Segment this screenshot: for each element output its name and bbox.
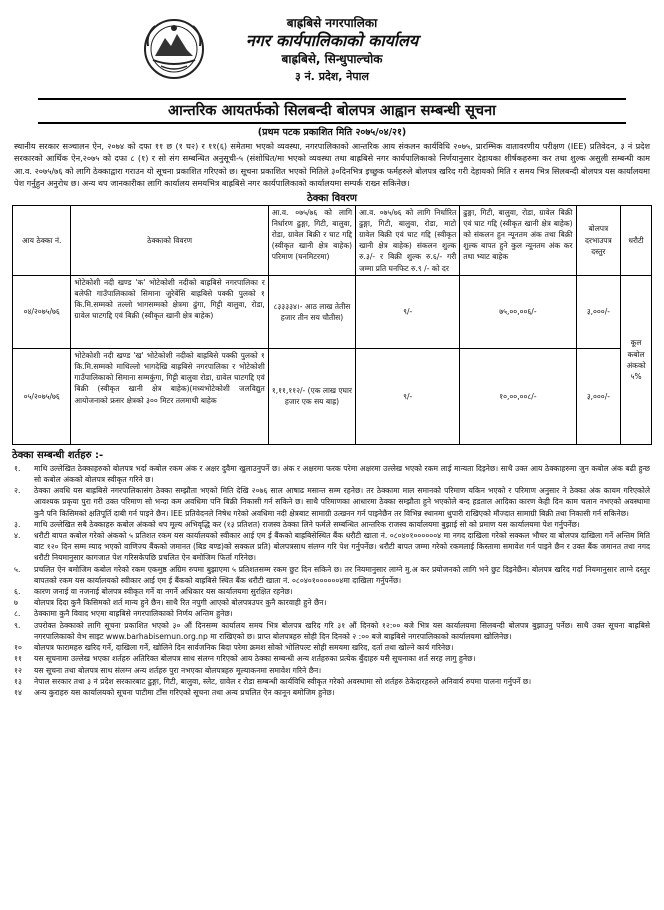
list-item: [14, 463, 650, 485]
list-item: [14, 687, 650, 698]
term-text: उपरोक्त ठेक्काको लागि सूचना प्रकाशित भएको ३० औं दिनसम्म कार्यालय समय भित्र बोलपत्र खरिद गरि ३१ औं दिनको १२:०० बजे भित्र यस कार्यालयमा सिलबन्दी बोलपत्र बुझाउनु पर्नेछ। साथै उक्त सूचना बाह्रबिसे नगरपालिकाको वेभ साइट www.barhabisemun.org.np मा राखिएको छ। प्राप्त बोलपत्रहरु सोही दिन दिनको २ :०० बजे बाह्रबिसे नगरपालिकाको कार्यालयमा खोलिनेछ।: [34, 620, 650, 641]
header-no: आय ठेक्का नं.: [13, 205, 71, 275]
term-text: ठेक्का अवधि यस बाह्रबिसे नगरपालिकासंग ठेक्का सम्झौता भएको मिति देखि २०७६ साल आषाढ मसान्त सम्म रहनेछ। तर ठेक्कामा माल समानको परिमाण यकिन भएको र परिमाण अनुसार ने ठेक्का अंक कायम गरिएकोले आवश्यक प्रकृया पुरा गरी उक्त परिमाण सो भन्दा कम अवधिमा पनि बिक्री निकासी गर्न सकिने छ। साथै परिमाणका आधारमा ठेक्का सम्झौता हुने भएकोले बन्द हडताल आदिका कारण केही दिन काम चलान नभएको अवस्थामा कुनै पनि किसिमको क्षतिपूर्ति दाबी गर्न पाइने छैन। IEE प्रतिवेदनले निषेध गरेको अवधिमा नदी क्षेत्रबाट सामाग्री उत्खनन गर्न पाइनेछैन तर विभिन्न स्थानमा थुपारी राखिएको मौज्दात सामाग्री बिक्री तथा निकासी गर्न सकिनेछ।: [34, 486, 650, 518]
table-title: ठेक्का विवरण: [306, 192, 358, 204]
list-item: [14, 485, 650, 519]
term-number: १०: [14, 643, 22, 653]
office-place: बाह्रबिसे, सिन्धुपाल्चोक: [281, 52, 383, 66]
term-number: ४.: [14, 531, 21, 541]
table-row: [13, 348, 652, 444]
row-minimum: ७५,००,००६/-: [460, 275, 576, 348]
header-minimum: ढुङ्गा, गिटी, बालुवा, रोडा, ग्रावेल बिक्री एवं घाट गद्दि (स्वीकृत खानी क्षेत्र बाहेक) को संकलन हुन न्यूनतम अंक तथा बिक्री शुल्क बापत हुने कुल न्यूनतम अंक कर तथा भ्याट बाहेक: [460, 205, 576, 275]
term-text: यस सूचनामा उल्लेख भएका शर्तहरु अतिरिक्त बोलपत्र साथ संलग्न गरिएको आय ठेक्का सम्बन्धी अन्य शर्तहरुका प्रत्येक बुँदाहरु यसै सूचनाका शर्त सरह लागु हुनेछ।: [34, 654, 476, 664]
term-number: ५.: [14, 564, 21, 574]
term-number: ११: [14, 654, 22, 664]
term-number: १३: [14, 676, 22, 686]
list-item: [14, 564, 650, 586]
header-rate: आ.व. ०७५/७६ को लागि निर्धारित ढुङ्गा, गिटी, बालुवा, रोडा, माटो ग्रावेल बिक्री एवं घाट गद्दि (स्वीकृत खानी क्षेत्र बाहेक) संकलन शुल्क रु.३/- र बिक्री शुल्क रु.६/- गरी जम्मा प्रति घनफिट रु.९ /- को दर: [356, 205, 460, 275]
list-item: [14, 608, 650, 619]
term-text: बोलपत्र दिदा कुनै किसिमको शर्त मान्य हुने छैन। साथै रित नपुगी आएको बोलपत्रउपर कुनै कारवाही हुने छैन।: [34, 598, 327, 608]
term-number: ९.: [14, 620, 21, 630]
table-row: [13, 275, 652, 348]
list-item: [14, 653, 650, 664]
deposit-cell: कूल कबोल अंकको ५%: [621, 275, 652, 444]
list-item: [14, 676, 650, 687]
term-text: प्रचलित ऐन बमोजिम कबोल गरेको रकम एकमुष्ठ अग्रिम रुपमा बुझाएमा ५ प्रतिशतसम्म रकम छुट दिन सकिने छ। तर नियमानुसार लाग्ने मु.अ कर प्रयोजनको लागि भने छुट दिइनेछैन। बोलपत्र खरिद गर्दा नियमानुसार लाग्ने दस्तुर बापतको रकम यस कार्यालयको स्वीकार आई एम ई बैंकको बाह्रबिसे स्थित बैंक धरौटी खाता नं. ०८०४०१००००००४मा दाखिला गर्नुपर्नेछ।: [34, 564, 650, 585]
term-text: अन्य कुराहरु यस कार्यालयको सूचना पाटीमा टाँस गरिएको सूचना तथा अन्य प्रचलित ऐन कानून बमोजिम हुनेछ।: [34, 687, 335, 697]
row-fee: ३,०००/-: [576, 348, 621, 444]
table-header-row: [13, 205, 652, 275]
term-number: ३.: [14, 519, 21, 529]
terms-title: ठेक्का सम्बन्धी शर्तहरु :-: [12, 449, 104, 461]
office-name: नगर कार्यपालिकाको कार्यालय: [245, 31, 419, 50]
term-number: ७: [14, 598, 18, 608]
row-fee: ३,०००/-: [576, 275, 621, 348]
header-deposit: धरौटी: [621, 205, 652, 275]
term-number: ८.: [14, 609, 21, 619]
notice-title: आन्तरिक आयतर्फको सिलबन्दी बोलपत्र आह्वान सम्बन्धी सूचना: [38, 98, 626, 124]
term-number: १२: [14, 665, 22, 675]
letterhead-text: [10, 16, 654, 85]
list-item: [14, 620, 650, 642]
term-text: माथि उल्लेखित ठेक्काहरुको बोलपत्र भर्दा कबोल रकम अंक र अक्षर दुवैमा खुलाउनुपर्ने छ। अंक र अक्षरमा फरक परेमा अक्षरमा उल्लेख भएको रकम लाई मान्यता दिइनेछ। साथै उक्त आय ठेक्काहरुमा जुन कबोल अंक बढी हुन्छ सो कबोल अंकको बोलपत्र स्वीकृत गरिने छ।: [34, 463, 650, 485]
term-text: नेपाल सरकार तथा ३ नं प्रदेश सरकारबाट ढुङ्गा, गिटी, बालुवा, स्लेट, ग्रावेल र रोडा सम्बन्धी कार्यविधि स्वीकृत गरेको अवस्थामा सो शर्तहरु ठेकेदारहरुले अनिवार्य रुपमा पालना गर्नुपर्ने छ।: [34, 676, 532, 686]
tender-table: [12, 205, 652, 445]
list-item: [14, 586, 650, 597]
terms-list: [14, 463, 650, 698]
list-item: [14, 519, 650, 530]
row-no: ०४/२०७५/७६: [13, 275, 71, 348]
term-text: माथि उल्लेखित सबै ठेक्काहरु कबोल अंकको थप मूल्य अभिवृद्धि कर (१३ प्रतिशत) राजस्व ठेक्का लिने फर्मले सम्बन्धित आन्तरिक राजस्व कार्यालयमा बुझाई सो को प्रमाण यस कार्यालयमा पेश गर्नुपर्नेछ।: [34, 519, 580, 529]
term-text: यस सूचना तथा बोलपत्र साथ संलग्न अन्य शर्तहरु पुरा नभएका बोलपत्रहरु मूल्याकनमा समावेश गरिने छैन।: [34, 665, 322, 675]
term-text: धरौटी बापत कबोल गरेको अंकको ५ प्रतिशत रकम यस कार्यालयको स्वीकार आई एम ई बैंकको बाह्रबिसेस्थित बैंक धरौटी खाता नं. ०८०४०१००००००४ मा नगद दाखिला गरेको सक्कल भौचर वा बोलपत्र दाखिला गर्ने अन्तिम मिति बाट १२० दिन सम्म म्याद भएको वाणिज्य बैंकको जमानत (बिड बण्ड)को सक्कल प्रति) बोलपत्रसाथ संलग्न गरि पेश गर्नुपर्नेछ। धरौटी बापत जम्मा गरेको रकमलाई किस्तामा समावेश गर्न पाइने छैन र उक्त बैंक जमानत तथा नगद धरौटी नियमानुसार कागजात पेश गरिसकेपछि प्रचलित ऐन बमोजिम फिर्ता गरिनेछ।: [34, 531, 650, 563]
list-item: [14, 530, 650, 564]
header-fee: बोलपत्र दरभाउपत्र दस्तुर: [576, 205, 621, 275]
row-desc: भोटेकोशी नदी खण्ड 'ख' भोटेकोशी नदीको बाह्रबिसे पक्की पुलको १ कि.मि.सम्मको माथिल्लो भागदेखि बाह्रबिसे नगरपालिका र भोटेकोशी गाउँपालिकाको सिमाना सम्मकुंगा, गिट्टी बालुवा रोडा, ग्रावेल घाटगद्दि एवं बिक्री (स्वीकृत खानी क्षेत्र बाहेक)(मध्यभोटेकोशी जलविद्युत आयोजनाको फ्रसर क्षेत्रको ३०० मिटर तलमाथी बाहेक: [71, 348, 268, 444]
list-item: [14, 642, 650, 653]
row-quantity: ८३३३३४।- आठ लाख तेतीस हजार तीन सय चौतीस): [268, 275, 355, 348]
term-text: बोलपत्र फारामहरु खरिद गर्ने, दाखिला गर्ने, खोलिने दिन सार्वजनिक बिदा परेमा क्रमश सोको भोलिपल्ट सोही समयमा खरिद, दर्ता तथा खोल्ने कार्य गरिनेछ।: [34, 643, 454, 653]
row-quantity: १,११,११२/- (एक लाख एघार हजार एक सय बाह्र): [268, 348, 355, 444]
list-item: [14, 597, 650, 608]
term-number: २.: [14, 486, 21, 496]
header-desc: ठेक्काको विवरण: [71, 205, 268, 275]
term-number: १.: [14, 463, 21, 473]
row-rate: ९/-: [356, 275, 460, 348]
row-rate: ९/-: [356, 348, 460, 444]
municipality-name: बाह्रबिसे नगरपालिका: [286, 16, 378, 30]
letterhead: [10, 8, 654, 94]
office-province: ३ नं. प्रदेश, नेपाल: [295, 70, 369, 83]
term-text: ठेक्कामा कुनै विवाद भएमा बाह्रबिसे नगरपालिकाको निर्णय अन्तिम हुनेछ।: [34, 609, 233, 619]
term-text: कारण जनाई वा नजनाई बोलपत्र स्वीकृत गर्ने वा नगर्ने अधिकार यस कार्यालयमा सुरक्षित रहनेछ।: [34, 587, 293, 597]
row-minimum: १०,००,००८/-: [460, 348, 576, 444]
term-number: १४: [14, 687, 22, 697]
list-item: [14, 665, 650, 676]
intro-paragraph: स्थानीय सरकार सञ्चालन ऐन, २०७४ को दफा ११ छ (१ घ२) र ११(६) समेतमा भएको व्यवस्था, नगरपालिकाको आन्तरिक आय संकलन कार्यविधि २०७५, प्रारम्भिक वातावरणीय परीक्षण (IEE) प्रतिवेदन, ३ नं प्रदेश सरकारको आर्थिक ऐन,२०७५ को दफा ८ (१) र सो संग सम्बन्धित अनुसूची-५ (संशोधित/मा भएको व्यवस्था तथा बाह्रबिसे नगर कार्यपालिकाको निर्णयानुसार देहायका शीर्षकहरुमा कर तथा शुल्क असुली सम्बन्धी काम आ.व. २०७५/७६ को लागि ठेक्काद्वारा गराउन यो सूचना प्रकाशित गरिएको छ। सूचना प्रकाशित भएको मितिले ३०दिनभित्र इच्छुक फर्महरुले बोलपत्र खरिद गरी देहायको मिति र समय भित्र सिलबन्दी बोलपत्र यस कार्यालयमा पेश गर्नुहुन अनुरोध छ। अन्य थप जानकारीका लागि कार्यालय समयभित्र बाह्रबिसे नगर कार्यपालिकाको कार्यालयमा सम्पर्क राख्न सकिनेछ।: [14, 141, 650, 189]
term-number: ६.: [14, 587, 21, 597]
row-no: ०५/२०७५/७६: [13, 348, 71, 444]
header-quantity: आ.व. ०७५/७६ को लागि निर्धारण ढुङ्गा, गिटी, बालुवा, रोडा, ग्रावेल बिक्री र घाट गद्दि (स्वीकृत खानी क्षेत्र बाहेक) परिमाण (घनमिटरमा): [268, 205, 355, 275]
row-desc: भोटेकोशी नदी खण्ड 'क' भोटेकोशी नदीको बाह्रबिसे नगरपालिका र बलेफी गाउँपालिकाको सिमाना जुरेबेंसि बाह्रबिसे पक्की पुलको १ कि.मि.सम्मको तल्लो भागसम्मको क्षेत्रमा ढुंगा, गिट्टी बालुवा, रोडा, ग्रावेल घाटगद्दि एवं बिक्री (स्वीकृत खानी क्षेत्र बाहेक): [71, 275, 268, 348]
publish-date: (प्रथम पटक प्रकाशित मिति २०७५/०४/२१): [257, 127, 407, 138]
